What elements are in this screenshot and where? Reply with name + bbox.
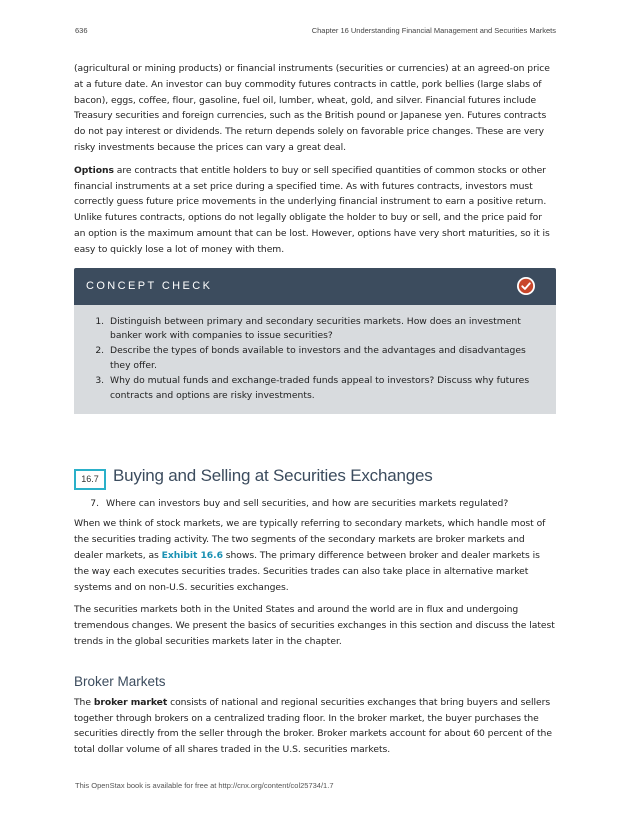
broker-text-2: consists of national and regional securities exchanges that bring buyers and sellers together through brokers on a centralized trading floor. In the broker market, the buyer purchases the securities directly from the seller through the broker. Broker markets account for about 60 percent of the total dollar volume of all shares traded in the U.S. securities markets. xyxy=(74,696,552,756)
broker-paragraph xyxy=(74,695,556,758)
concept-check-item: 3. Why do mutual funds and exchange-traded funds appeal to investors? Discuss why futures contracts and options are risky investments. xyxy=(107,374,544,404)
page-number: 636 xyxy=(75,26,88,35)
options-paragraph xyxy=(74,163,556,258)
concept-check-title: CONCEPT CHECK xyxy=(86,279,213,292)
flux-paragraph: The securities markets both in the United States and around the world are in flux and undergoing tremendous changes. We present the basics of securities exchanges in this section and discuss the latest trends in the global securities markets later in the chapter. xyxy=(74,604,555,647)
broker-market-term: broker market xyxy=(93,696,168,708)
concept-check-body xyxy=(74,305,556,415)
exhibit-link[interactable]: Exhibit 16.6 xyxy=(161,549,223,561)
page-content xyxy=(74,61,556,765)
checkmark-icon xyxy=(517,277,535,295)
concept-check-list xyxy=(88,315,544,404)
markets-text-2: shows. The primary difference between broker and dealer markets is the way each executes securities trades. Securities trades can also take place in alternative market systems and on non-U.S. securities exchanges. xyxy=(74,549,540,593)
learning-objective-number: 7. xyxy=(90,498,99,510)
learning-objective-text: Where can investors buy and sell securities, and how are securities markets regulated? xyxy=(106,498,509,510)
footer-note: This OpenStax book is available for free at http://cnx.org/content/col25734/1.7 xyxy=(75,781,334,790)
chapter-running-head: Chapter 16 Understanding Financial Management and Securities Markets xyxy=(311,26,556,35)
markets-text-1: When we think of stock markets, we are typically referring to secondary markets, which handle most of the securities trading activity. The two segments of the secondary markets are broker markets and dealer markets, as xyxy=(74,518,546,561)
section-heading xyxy=(74,467,556,491)
options-text: are contracts that entitle holders to buy or sell specified quantities of common stocks or other financial instruments at a set price during a specified time. As with futures contracts, investors must correctly guess future price movements in the underlying financial instrument to earn a positive return. Unlike futures contracts, options do not legally obligate the holder to buy or sell, and the price paid for an option is the maximum amount that can be lost. However, options have very short maturities, so it is easy to quickly lose a lot of money with them. xyxy=(74,164,550,255)
broker-text-1: The xyxy=(74,696,94,708)
section-title: Buying and Selling at Securities Exchanges xyxy=(113,466,433,486)
broker-markets-heading: Broker Markets xyxy=(74,673,166,689)
section-number: 16.7 xyxy=(74,469,106,490)
markets-paragraph xyxy=(74,516,556,595)
concept-check-item: 2. Describe the types of bonds available to investors and the advantages and disadvantages they offer. xyxy=(107,344,544,374)
options-term: Options xyxy=(74,164,114,176)
concept-check-box xyxy=(74,268,556,415)
concept-check-item: 1. Distinguish between primary and secondary securities markets. How does an investment banker work with companies to issue securities? xyxy=(107,315,544,345)
concept-check-header xyxy=(74,268,556,305)
learning-objective xyxy=(74,496,556,511)
futures-paragraph: (agricultural or mining products) or financial instruments (securities or currencies) at an agreed-on price at a future date. An investor can buy commodity futures contracts in cattle, pork bellies (large slabs of bacon), eggs, coffee, flour, gasoline, fuel oil, lumber, wheat, gold, and silver. Financial futures include Treasury securities and foreign currencies, such as the British pound or Japanese yen. Futures contracts do not pay interest or dividends. The return depends solely on favorable price changes. These are very risky investments because the prices can vary a great deal. xyxy=(74,63,550,153)
